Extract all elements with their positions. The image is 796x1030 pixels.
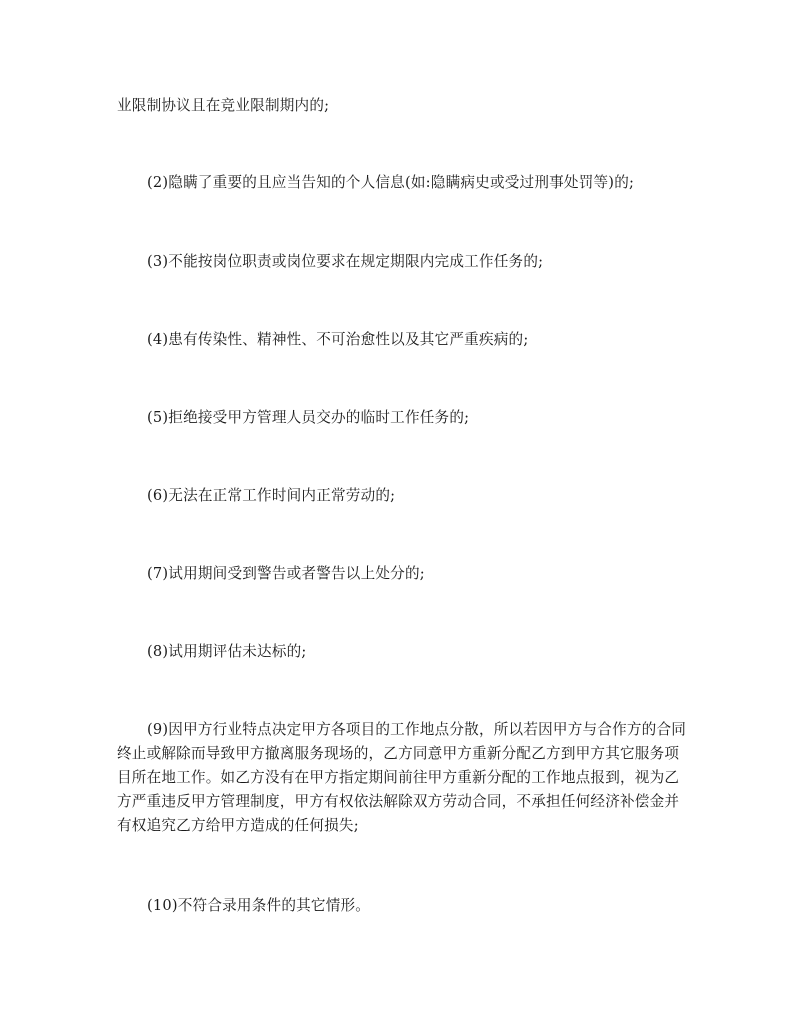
clause-9: (9)因甲方行业特点决定甲方各项目的工作地点分散，所以若因甲方与合作方的合同终止或解除而导致甲方撤离服务现场的，乙方同意甲方重新分配乙方到甲方其它服务项目所在地工作。如乙方没有在甲方指定期间前往甲方重新分配的工作地点报到，视为乙方严重违反甲方管理制度，甲方有权依法解除双方劳动合同，不承担任何经济补偿金并有权追究乙方给甲方造成的任何损失;	[117, 721, 687, 834]
clause-10: (10)不符合录用条件的其它情形。	[147, 897, 371, 914]
clause-6: (6)无法在正常工作时间内正常劳动的;	[147, 487, 396, 504]
clause-5: (5)拒绝接受甲方管理人员交办的临时工作任务的;	[147, 409, 470, 426]
paragraph-continuation: 业限制协议且在竞业限制期内的;	[117, 97, 330, 114]
clause-3: (3)不能按岗位职责或岗位要求在规定期限内完成工作任务的;	[147, 253, 544, 270]
clause-2: (2)隐瞒了重要的且应当告知的个人信息(如:隐瞒病史或受过刑事处罚等)的;	[147, 174, 635, 191]
clause-7: (7)试用期间受到警告或者警告以上处分的;	[147, 565, 425, 582]
clause-8: (8)试用期评估未达标的;	[147, 643, 307, 660]
clause-4: (4)患有传染性、精神性、不可治愈性以及其它严重疾病的;	[147, 331, 529, 348]
